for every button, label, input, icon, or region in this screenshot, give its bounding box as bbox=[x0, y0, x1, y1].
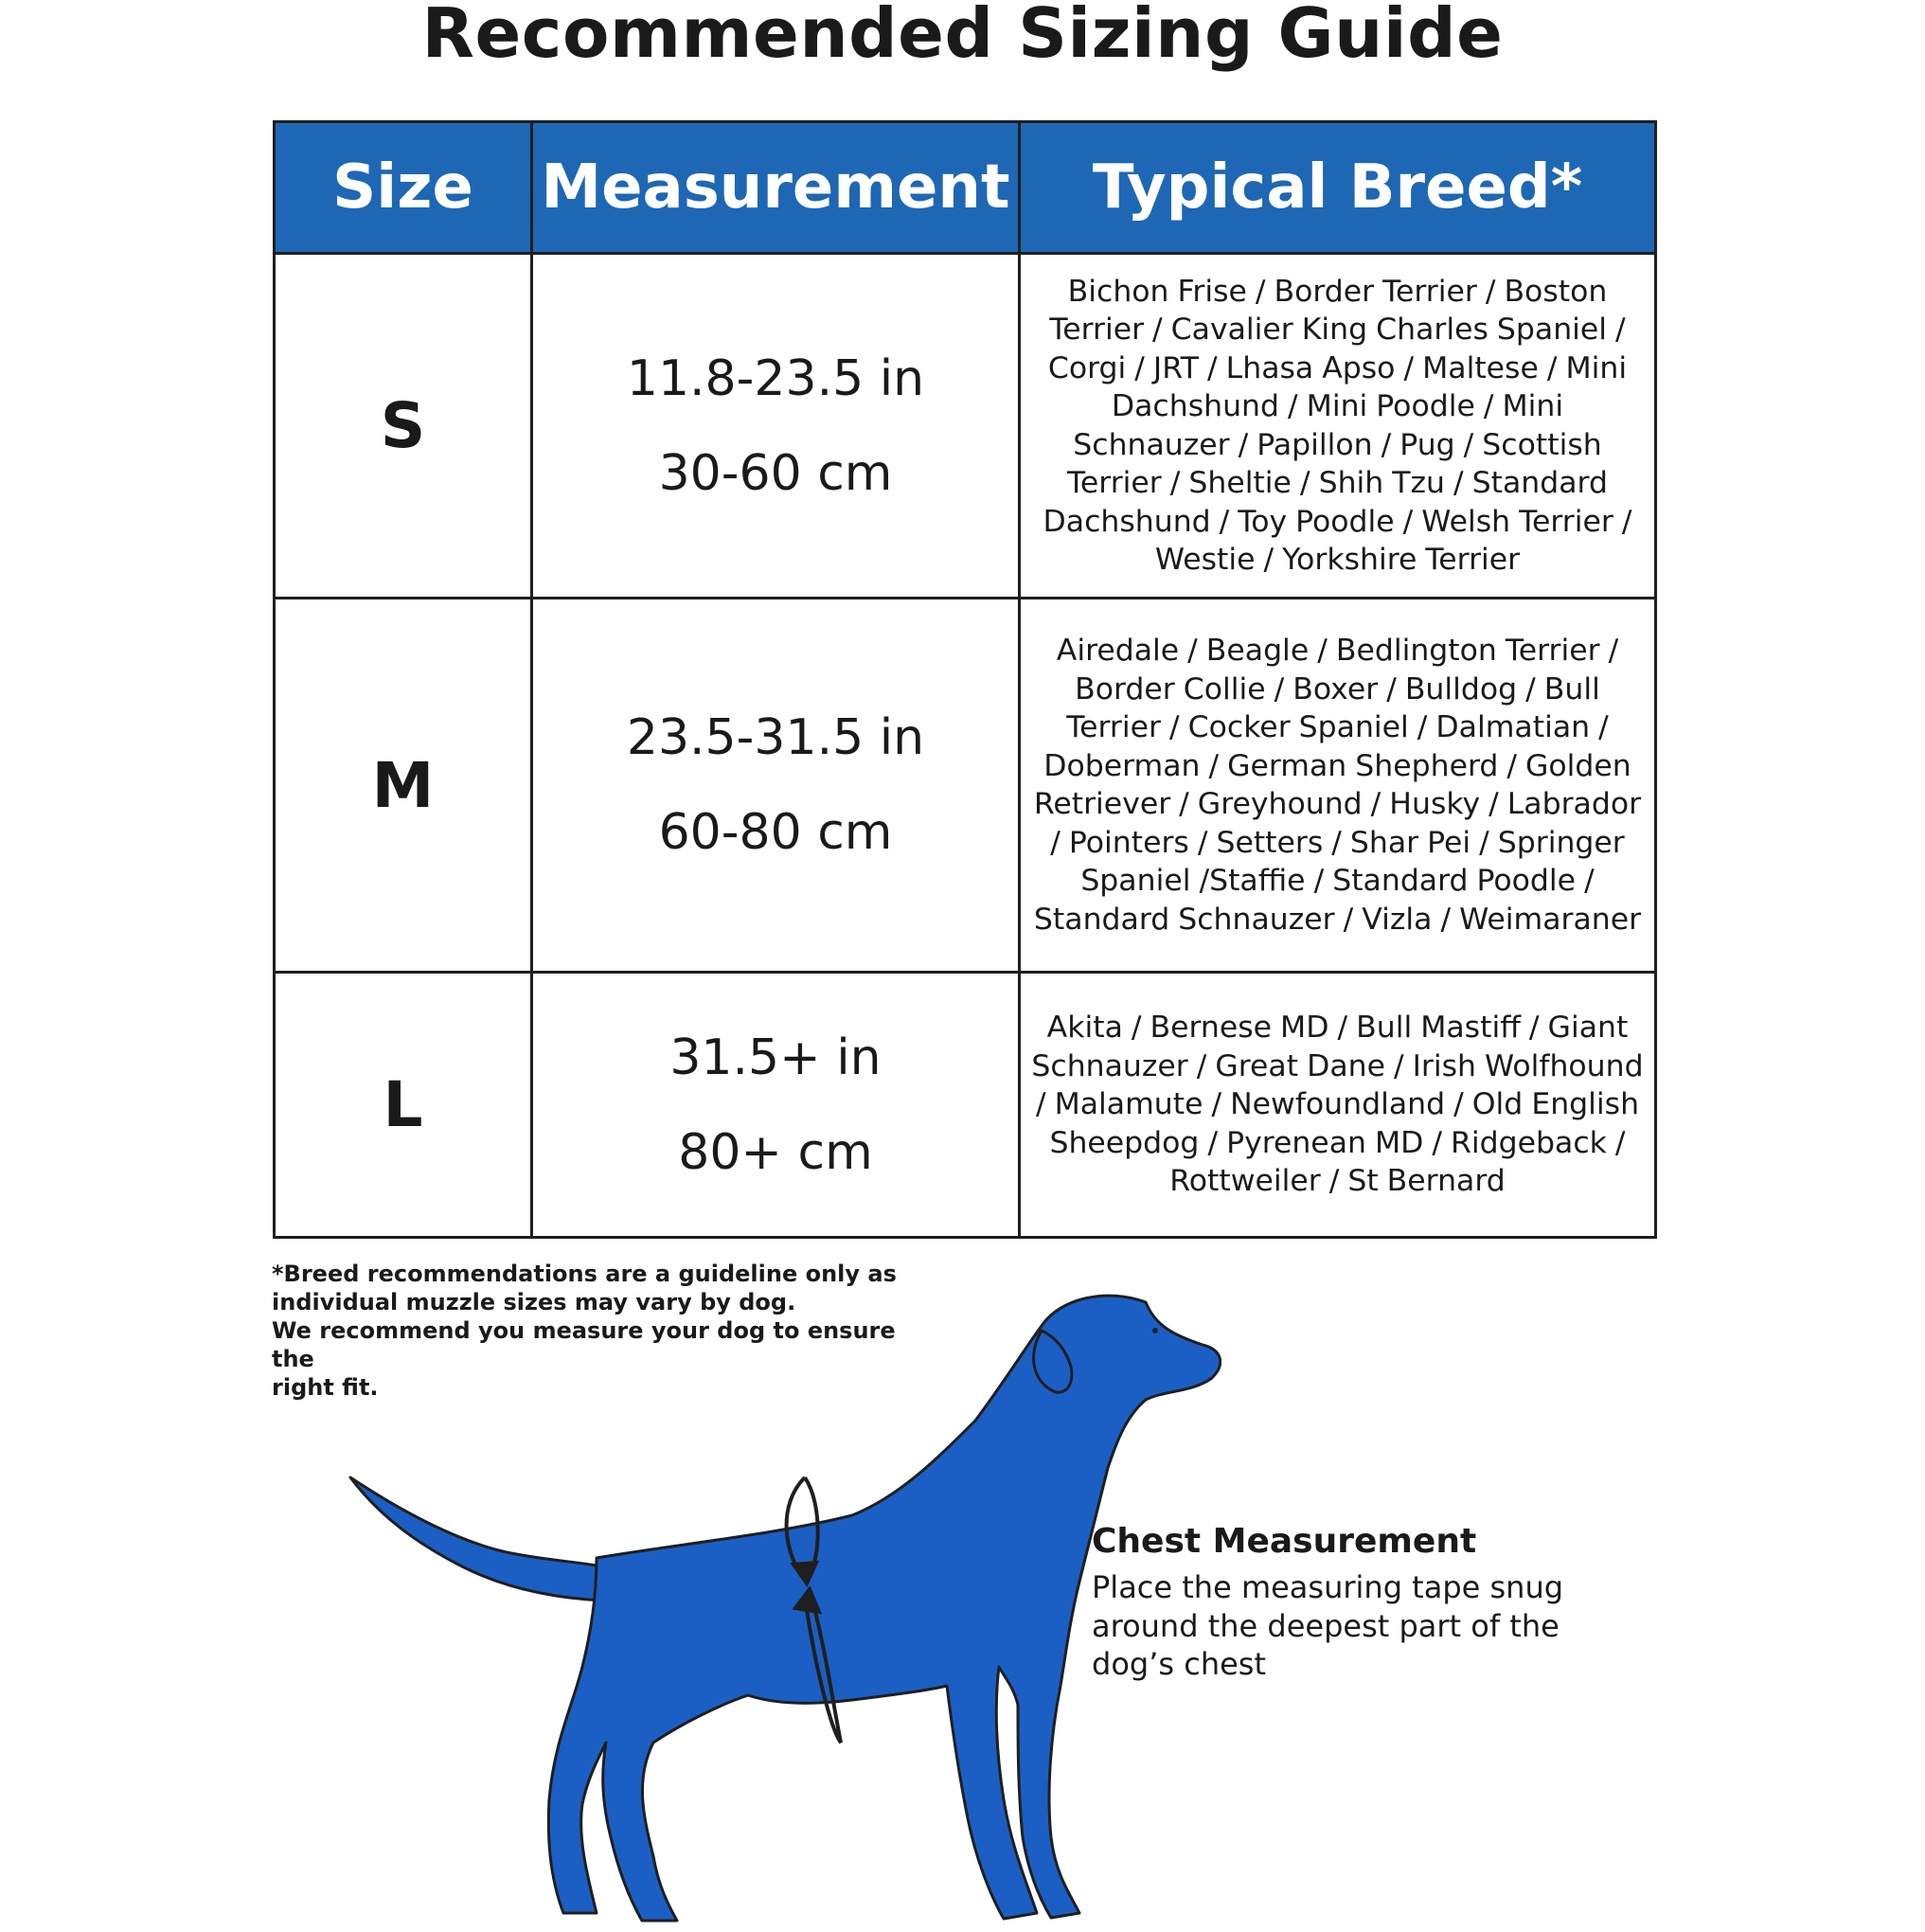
breed-cell: Bichon Frise / Border Terrier / Boston Terrier / Cavalier King Charles Spaniel / Corgi / JRT / Lhasa Apso / Maltese / Mini Dachshund / Mini Poodle / Mini Schnauzer / Papillon / Pug / Scottish Terrier / Sheltie / Shih Tzu / Standard Dachshund / Toy Poodle / Welsh Terrier / Westie / Yorkshire Terrier bbox=[1020, 254, 1656, 599]
size-cell: S bbox=[275, 254, 532, 599]
measurement-cell bbox=[532, 973, 1020, 1238]
sizing-table bbox=[273, 120, 1657, 1239]
chest-measurement-title: Chest Measurement bbox=[1092, 1522, 1477, 1561]
measurement-inches: 31.5+ in bbox=[669, 1029, 882, 1086]
measurement-cell bbox=[532, 254, 1020, 599]
table-header-row bbox=[275, 122, 1656, 254]
disclaimer-line: individual muzzle sizes may vary by dog. bbox=[272, 1289, 796, 1315]
table-row-medium bbox=[275, 599, 1656, 973]
measurement-cm: 30-60 cm bbox=[658, 444, 893, 502]
disclaimer-line: right fit. bbox=[272, 1374, 379, 1401]
measurement-cm: 80+ cm bbox=[678, 1123, 873, 1181]
measurement-inches: 11.8-23.5 in bbox=[626, 349, 925, 407]
dog-silhouette-icon bbox=[322, 1288, 1221, 1932]
page-title: Recommended Sizing Guide bbox=[421, 0, 1504, 73]
table-row-large bbox=[275, 973, 1656, 1238]
measurement-cm: 60-80 cm bbox=[658, 804, 893, 861]
header-typical-breed: Typical Breed* bbox=[1020, 122, 1656, 254]
disclaimer-line: *Breed recommendations are a guideline only as bbox=[272, 1261, 897, 1287]
measurement-inches: 23.5-31.5 in bbox=[626, 709, 925, 766]
header-measurement: Measurement bbox=[532, 122, 1020, 254]
breed-cell: Airedale / Beagle / Bedlington Terrier / Border Collie / Boxer / Bulldog / Bull Terrier / Cocker Spaniel / Dalmatian / Doberman / German Shepherd / Golden Retriever / Greyhound / Husky / Labrador / Pointers / Setters / Shar Pei / Springer Spaniel /Staffie / Standard Poodle / Standard Schnauzer / Vizla / Weimaraner bbox=[1020, 599, 1656, 973]
table-row-small bbox=[275, 254, 1656, 599]
chest-measurement-note bbox=[1092, 1519, 1584, 1684]
size-cell: L bbox=[275, 973, 532, 1238]
size-cell: M bbox=[275, 599, 532, 973]
breed-cell: Akita / Bernese MD / Bull Mastiff / Giant Schnauzer / Great Dane / Irish Wolfhound / Malamute / Newfoundland / Old English Sheepdog / Pyrenean MD / Ridgeback / Rottweiler / St Bernard bbox=[1020, 973, 1656, 1238]
header-size: Size bbox=[275, 122, 532, 254]
chest-measurement-text: Place the measuring tape snug around the deepest part of the dog’s chest bbox=[1092, 1569, 1564, 1682]
disclaimer-line: We recommend you measure your dog to ensure the bbox=[272, 1317, 896, 1372]
measurement-cell bbox=[532, 599, 1020, 973]
